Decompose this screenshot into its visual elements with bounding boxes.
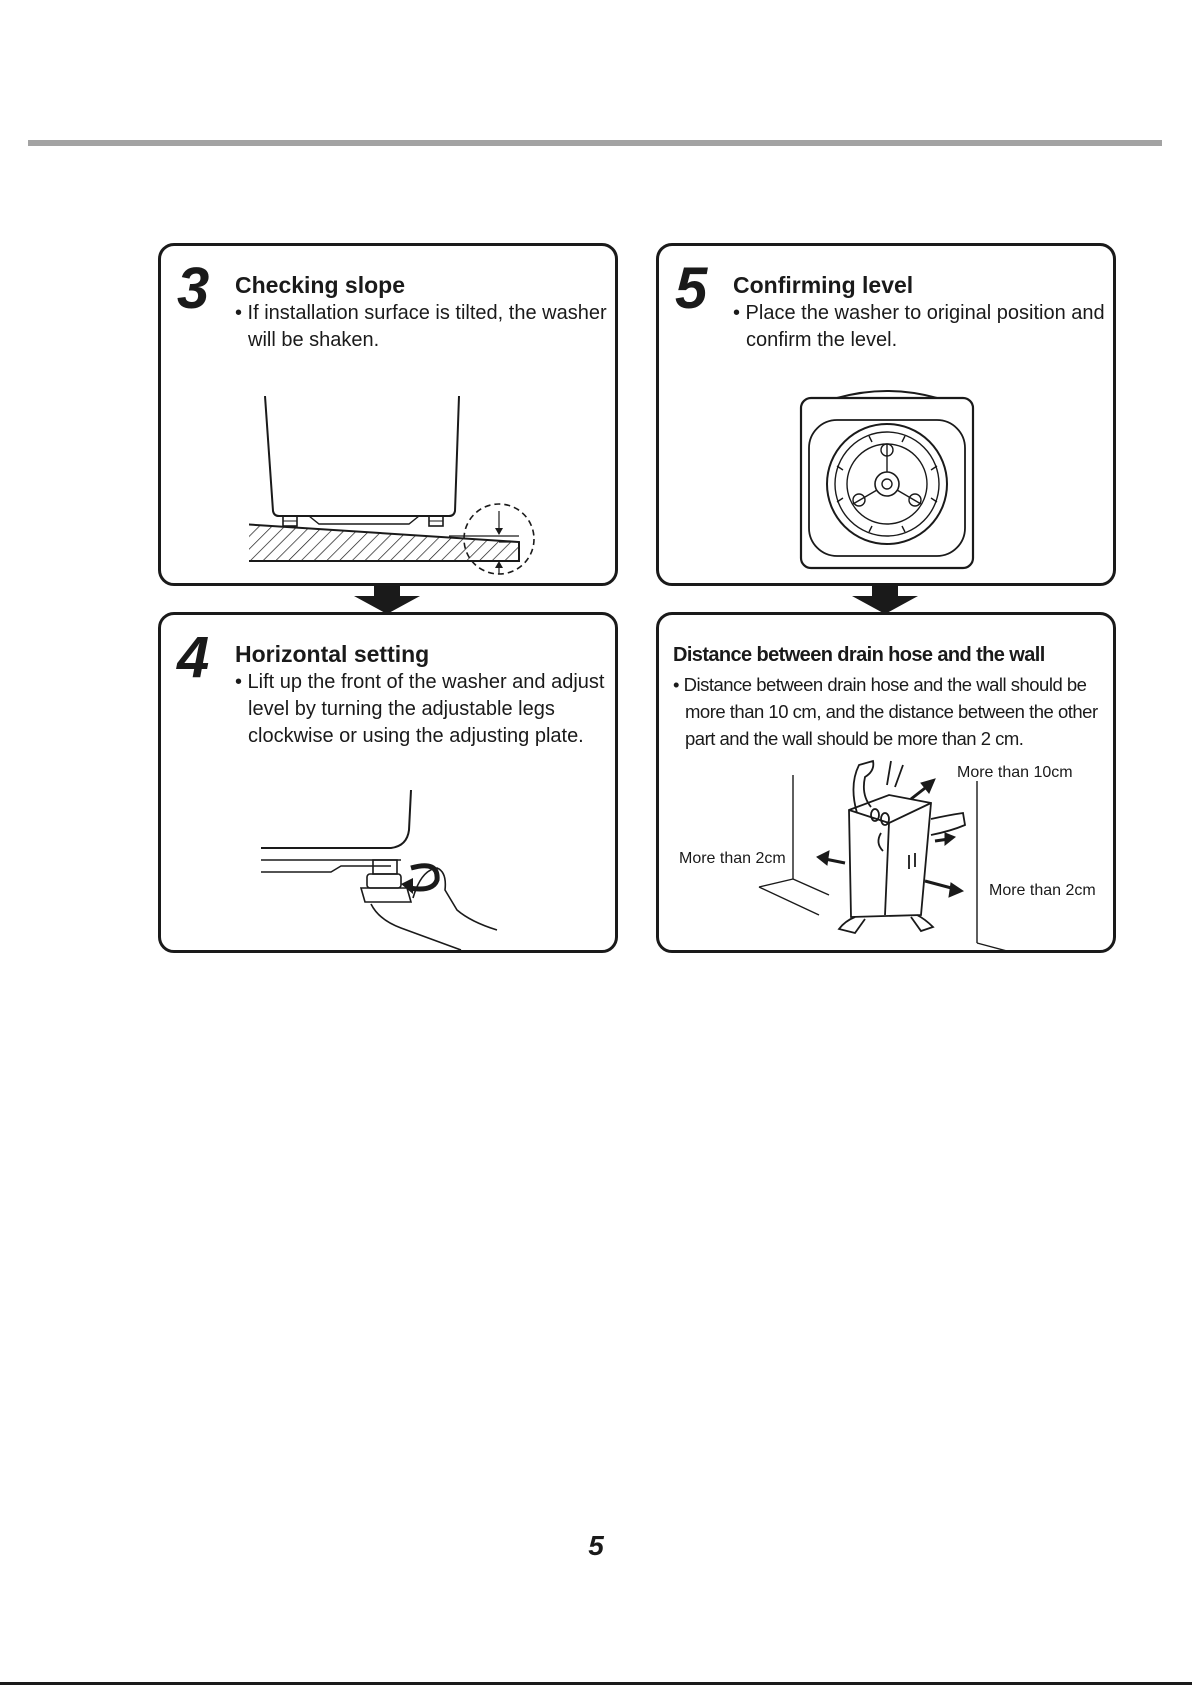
step-4-card [158,612,618,953]
step-4-text: • Lift up the front of the washer and adjust level by turning the adjustable legs clockwise or using the adjusting plate. [235,671,605,747]
step-5-card [656,243,1116,586]
wall-clearance-illustration [659,755,1113,951]
arrow-down-icon [852,586,918,614]
step-4-number: 4 [177,625,210,690]
label-more-than-2cm-right: More than 2cm [989,882,1096,899]
page-number: 5 [588,1530,604,1561]
step-3-text: • If installation surface is tilted, the washer will be shaken. [235,302,607,351]
washer-top-view-illustration [797,386,977,571]
step-3-number: 3 [177,256,210,321]
arrow-down-icon [354,586,420,614]
step-3-title: Checking slope [235,272,405,298]
step-4-title: Horizontal setting [235,641,430,667]
leg-adjust-illustration [261,790,501,950]
step-5-text: • Place the washer to original position and confirm the level. [733,302,1105,351]
label-more-than-10cm: More than 10cm [957,764,1073,781]
slope-illustration [249,396,569,576]
step-5-title: Confirming level [733,272,914,298]
distance-title: Distance between drain hose and the wall [673,644,1045,666]
step-3-card [158,243,618,586]
distance-card [656,612,1116,953]
header-rule [28,140,1162,146]
label-more-than-2cm-left: More than 2cm [679,850,786,867]
distance-text: • Distance between drain hose and the wall should be more than 10 cm, and the distance between the other part and the wall should be more than 2 cm. [673,674,1098,749]
step-5-number: 5 [675,256,708,321]
